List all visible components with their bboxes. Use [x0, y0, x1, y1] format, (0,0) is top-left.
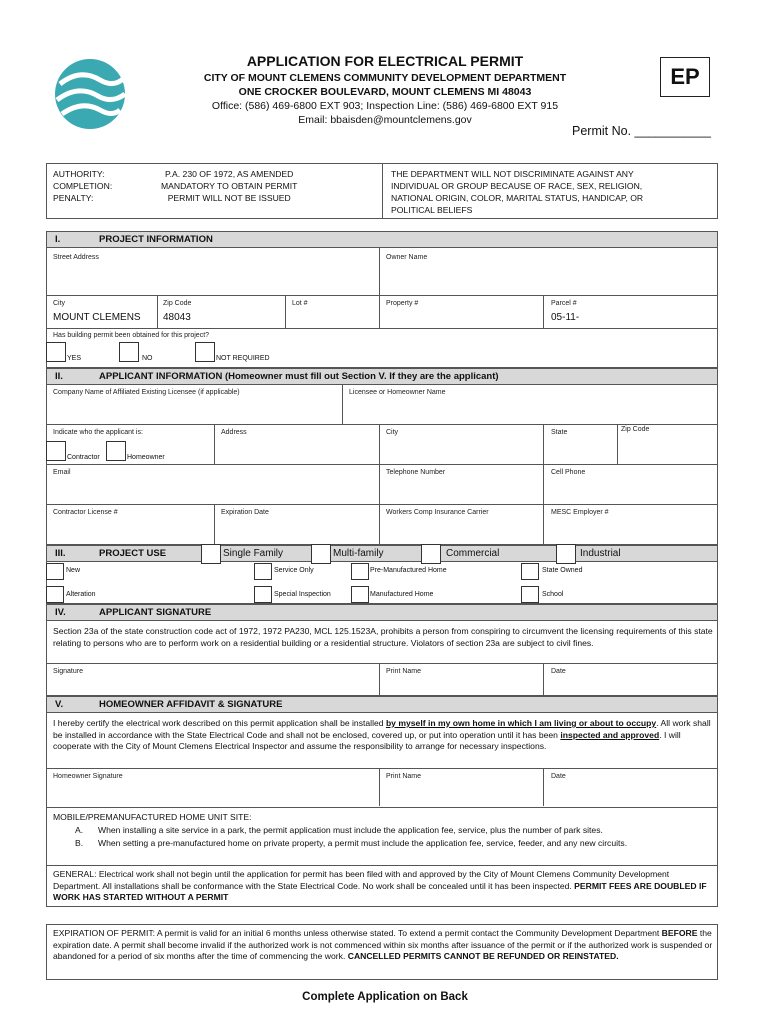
zip-input[interactable]: 48043: [163, 312, 191, 323]
nondiscrimination-statement: THE DEPARTMENT WILL NOT DISCRIMINATE AGAINST ANY INDIVIDUAL OR GROUP BECAUSE OF RACE, SEX, RELIGION, NATIONAL ORIGIN, COLOR, MARITAL STATUS, HANDICAP, OR POLITICAL BELIEFS: [391, 169, 644, 215]
applicant-zip-label: Zip Code: [621, 426, 650, 433]
alteration-label: Alteration: [66, 591, 96, 598]
applicant-signature-label: Signature: [53, 668, 83, 675]
commercial-label: Commercial: [446, 548, 500, 559]
building-permit-question: Has building permit been obtained for this project?: [53, 332, 210, 339]
service-only-checkbox[interactable]: [254, 563, 272, 580]
zip-label: Zip Code: [163, 300, 192, 307]
section-5-header: V. HOMEOWNER AFFIDAVIT & SIGNATURE: [46, 696, 718, 713]
service-only-label: Service Only: [274, 567, 314, 574]
complete-application-footer: Complete Application on Back: [302, 991, 468, 1003]
department-phone: Office: (586) 469-6800 EXT 903; Inspection Line: (586) 469-6800 EXT 915: [211, 100, 559, 112]
pre-manufactured-checkbox[interactable]: [351, 563, 369, 580]
multi-family-label: Multi-family: [333, 548, 384, 559]
homeowner-date-label: Date: [551, 773, 566, 780]
section-2-body: [46, 385, 718, 545]
licensee-name-label: Licensee or Homeowner Name: [349, 389, 446, 396]
permit-number-field[interactable]: Permit No. ___________: [572, 124, 711, 138]
parcel-label: Parcel #: [551, 300, 577, 307]
no-checkbox[interactable]: [119, 342, 139, 362]
state-owned-label: State Owned: [542, 567, 583, 574]
applicant-print-name-label: Print Name: [386, 668, 422, 675]
department-email: Email: bbaisden@mountclemens.gov: [298, 114, 472, 126]
department-address: ONE CROCKER BOULEVARD, MOUNT CLEMENS MI 48043: [238, 86, 532, 98]
expiration-date-label: Expiration Date: [221, 509, 269, 516]
commercial-checkbox[interactable]: [421, 544, 441, 564]
parcel-input[interactable]: 05-11-: [551, 312, 580, 323]
state-owned-checkbox[interactable]: [521, 563, 539, 580]
company-name-label: Company Name of Affiliated Existing Licensee (if applicable): [53, 389, 240, 396]
authority-labels: AUTHORITY: COMPLETION: PENALTY:: [53, 169, 113, 203]
indicate-applicant-label: Indicate who the applicant is:: [53, 429, 143, 436]
homeowner-label: Homeowner: [127, 454, 165, 461]
authority-values: P.A. 230 OF 1972, AS AMENDED MANDATORY TO OBTAIN PERMIT PERMIT WILL NOT BE ISSUED: [161, 169, 298, 203]
email-label: Email: [53, 469, 71, 476]
homeowner-checkbox[interactable]: [106, 441, 126, 461]
licensee-name-input[interactable]: [345, 397, 715, 423]
telephone-label: Telephone Number: [386, 469, 446, 476]
yes-checkbox[interactable]: [46, 342, 66, 362]
homeowner-print-name-label: Print Name: [386, 773, 422, 780]
industrial-checkbox[interactable]: [556, 544, 576, 564]
single-family-label: Single Family: [223, 548, 284, 559]
lot-label: Lot #: [292, 300, 308, 307]
homeowner-signature-label: Homeowner Signature: [53, 773, 123, 780]
company-name-input[interactable]: [49, 397, 339, 423]
mobile-b-marker: B.: [75, 838, 84, 848]
city-label: City: [53, 300, 66, 307]
form-title: APPLICATION FOR ELECTRICAL PERMIT: [246, 53, 524, 69]
mobile-home-title: MOBILE/PREMANUFACTURED HOME UNIT SITE:: [53, 812, 252, 822]
not-required-label: NOT REQUIRED: [216, 355, 270, 362]
department-name: CITY OF MOUNT CLEMENS COMMUNITY DEVELOPMENT DEPARTMENT: [203, 72, 567, 84]
expiration-text: EXPIRATION OF PERMIT: A permit is valid for an initial 6 months unless otherwise stated. To extend a permit contact the Community Development Department BEFORE the expiration date. A permit shall become invalid if the authorized work is not commenced within six months after issuance of the permit or if the authorized work is suspended or abandoned for a period of six months after the time of commencing the work. CANCELLED PERMITS CANNOT BE REFUNDED OR REINSTATED.: [53, 928, 713, 961]
applicant-date-label: Date: [551, 668, 566, 675]
expiration-box: [46, 924, 718, 980]
section-1-header: I. PROJECT INFORMATION: [46, 231, 718, 248]
section-23a-notice: Section 23a of the state construction code act of 1972, 1972 PA230, MCL 125.1523A, prohibits a person from conspiring to circumvent the licensing requirements of this state relating to persons who are to perform work on a residential building or a residential structure. Violators of section 23a are subject to civil fines.: [53, 626, 713, 648]
mesc-employer-label: MESC Employer #: [551, 509, 609, 516]
city-input[interactable]: MOUNT CLEMENS: [53, 312, 141, 323]
no-label: NO: [142, 355, 153, 362]
mobile-home-box: [46, 808, 718, 866]
yes-label: YES: [67, 355, 82, 362]
owner-name-label: Owner Name: [386, 254, 428, 261]
street-address-input[interactable]: [49, 262, 377, 294]
mobile-a-text: When installing a site service in a park, the permit application must include the application fee, service, plus the number of park sites.: [98, 825, 603, 835]
new-checkbox[interactable]: [46, 563, 64, 580]
section-3-header: III. PROJECT USE: [46, 545, 718, 562]
authority-box: [46, 163, 718, 219]
school-checkbox[interactable]: [521, 586, 539, 603]
address-label: Address: [221, 429, 247, 436]
cell-phone-label: Cell Phone: [551, 469, 586, 476]
workers-comp-label: Workers Comp Insurance Carrier: [386, 509, 489, 516]
mobile-a-marker: A.: [75, 825, 84, 835]
school-label: School: [542, 591, 564, 598]
applicant-city-label: City: [386, 429, 399, 436]
ep-badge: EP: [660, 57, 710, 97]
owner-name-input[interactable]: [381, 262, 715, 294]
state-label: State: [551, 429, 568, 436]
manufactured-home-label: Manufactured Home: [370, 591, 434, 598]
contractor-license-label: Contractor License #: [53, 509, 118, 516]
section-1-body: [46, 248, 718, 368]
alteration-checkbox[interactable]: [46, 586, 64, 603]
section-5-body: [46, 713, 718, 808]
multi-family-checkbox[interactable]: [311, 544, 331, 564]
special-inspection-checkbox[interactable]: [254, 586, 272, 603]
property-label: Property #: [386, 300, 419, 307]
industrial-label: Industrial: [580, 548, 621, 559]
homeowner-affidavit-text: I hereby certify the electrical work described on this permit application shall be installed by myself in my own home in which I am living or about to occupy. All work shall be installed in accordance with the State Electrical Code and shall not be enclosed, covered up, or put into operation until it has been inspected and approved. I will cooperate with the City of Mount Clemens Electrical Inspector and assume the responsibility to arrange for necessary inspections.: [53, 718, 711, 751]
general-text: GENERAL: Electrical work shall not begin until the application for permit has been filed with and approved by the City of Mount Clemens Community Development Department. All installations shall be conformance with the State Electrical Code. No work shall be concealed until it has been inspected. PERMIT FEES ARE DOUBLED IF WORK HAS STARTED WITHOUT A PERMIT: [53, 869, 707, 902]
section-2-header: II. APPLICANT INFORMATION (Homeowner must fill out Section V. If they are the applicant): [46, 368, 718, 385]
general-box: [46, 866, 718, 907]
not-required-checkbox[interactable]: [195, 342, 215, 362]
mobile-b-text: When setting a pre-manufactured home on private property, a permit must include the application fee, service, feeder, and any new circuits.: [98, 838, 628, 848]
manufactured-home-checkbox[interactable]: [351, 586, 369, 603]
contractor-checkbox[interactable]: [46, 441, 66, 461]
contractor-label: Contractor: [67, 454, 100, 461]
new-label: New: [66, 567, 81, 574]
section-4-header: IV. APPLICANT SIGNATURE: [46, 604, 718, 621]
street-address-label: Street Address: [53, 254, 99, 261]
special-inspection-label: Special Inspection: [274, 591, 331, 598]
section-4-body: [46, 621, 718, 696]
single-family-checkbox[interactable]: [201, 544, 221, 564]
pre-manufactured-label: Pre-Manufactured Home: [370, 567, 447, 574]
